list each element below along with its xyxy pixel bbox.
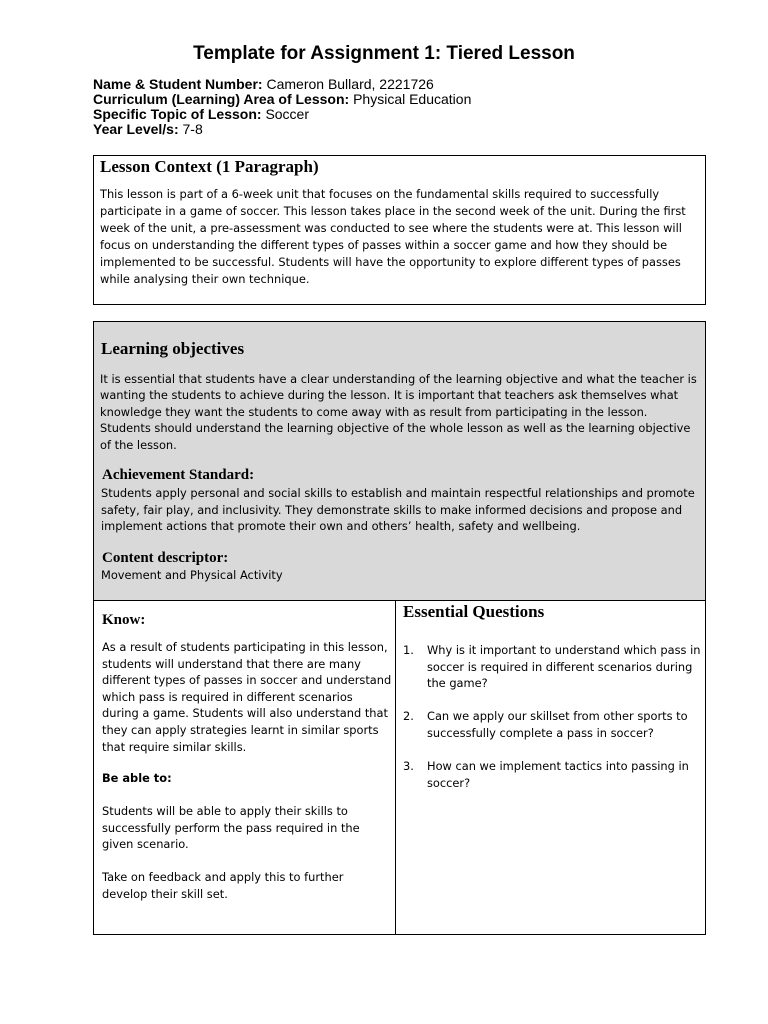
meta-label: Name & Student Number: [93,76,263,92]
be-able-to-text-2: Take on feedback and apply this to further develop their skill set. [102,870,344,901]
learning-objectives-heading: Learning objectives [101,339,245,358]
meta-topic-row [93,107,471,122]
know-text: As a result of students participating in this lesson, students will understand that there are many different types of passes in soccer and understand which pass is required in different scenarios during a game. Students will also understand that they can apply strategies learnt in similar sports that require similar skills. [102,640,392,754]
meta-name-row [93,77,471,92]
meta-value: Physical Education [353,91,472,107]
page-title: Template for Assignment 1: Tiered Lesson [193,43,575,64]
question-text: Why is it important to understand which pass in soccer is required in different scenarios during the game? [427,643,701,691]
meta-year-row [93,122,471,137]
lesson-meta [93,77,471,137]
achievement-standard-heading: Achievement Standard: [102,467,255,483]
lesson-context-text: This lesson is part of a 6-week unit that focuses on the fundamental skills required to successfully participate in a game of soccer. This lesson takes place in the second week of the unit. During the first week of the unit, a pre-assessment was conducted to see where the students were at. This lesson will focus on understanding the different types of passes within a soccer game and how they should be implemented to be successful. Students will have the opportunity to explore different types of passes while analysing their own technique. [100,187,686,286]
content-descriptor-heading: Content descriptor: [102,550,229,566]
meta-label: Specific Topic of Lesson: [93,106,262,122]
be-able-to-heading: Be able to: [102,771,172,785]
list-item [403,758,703,791]
list-number: 3. [403,759,414,774]
question-text: How can we implement tactics into passing in soccer? [427,759,689,790]
achievement-standard-text: Students apply personal and social skills to establish and maintain respectful relationships and promote safety, fair play, and inclusivity. They demonstrate skills to make informed decisions and propose and implement actions that promote their own and others’ health, safety and wellbeing. [101,486,695,533]
meta-curriculum-row [93,92,471,107]
know-and-questions-table [93,600,706,935]
know-heading: Know: [102,612,146,628]
lesson-context-box [93,155,706,305]
essential-questions-list [403,642,703,808]
question-text: Can we apply our skillset from other sports to successfully complete a pass in soccer? [427,709,688,740]
meta-label: Curriculum (Learning) Area of Lesson: [93,91,350,107]
column-divider [395,601,396,934]
meta-value: Cameron Bullard, 2221726 [266,76,434,92]
list-item [403,708,703,741]
meta-value: 7-8 [182,121,203,137]
learning-objectives-box [93,321,706,601]
meta-label: Year Level/s: [93,121,179,137]
list-item [403,642,703,692]
be-able-to-text: Students will be able to apply their skills to successfully perform the pass required in the given scenario. [102,804,360,852]
essential-questions-heading: Essential Questions [403,602,545,621]
content-descriptor-text: Movement and Physical Activity [101,568,283,582]
learning-objectives-text: It is essential that students have a clear understanding of the learning objective and what the teacher is wanting the students to achieve during the lesson. It is important that teachers ask themselves what knowledge they want the students to come away with as result from participating in the lesson. Students should understand the learning objective of the whole lesson as well as the learning objective of the lesson. [100,372,697,452]
list-number: 1. [403,643,414,657]
meta-value: Soccer [265,106,310,122]
list-number: 2. [403,709,414,724]
lesson-context-heading: Lesson Context (1 Paragraph) [100,157,319,176]
